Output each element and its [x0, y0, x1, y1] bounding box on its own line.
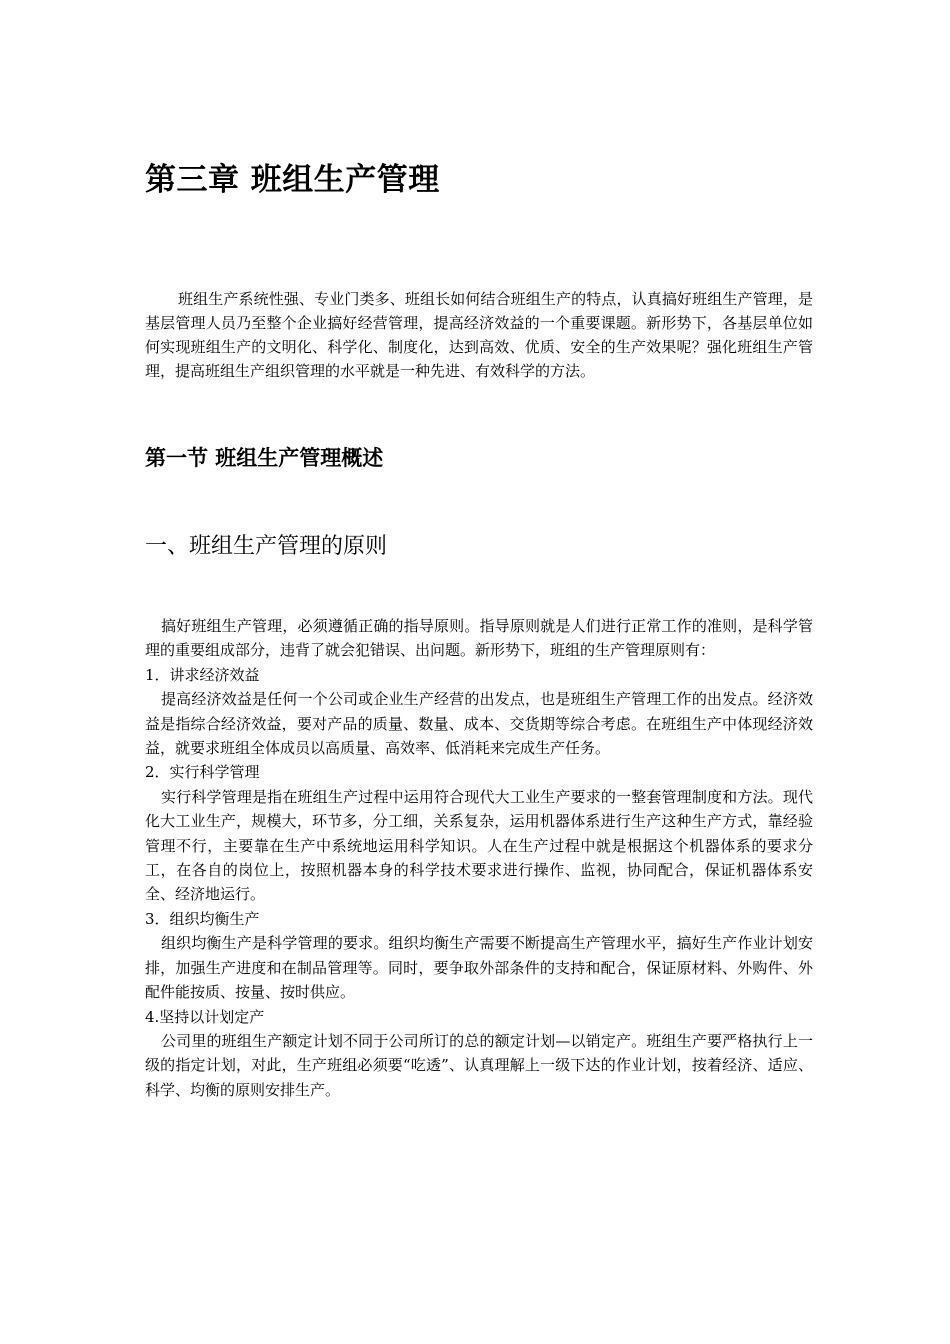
- principle-heading-1: 1．讲求经济效益: [145, 665, 260, 684]
- section-title: 第一节 班组生产管理概述: [145, 446, 384, 470]
- subsection-title: 一、班组生产管理的原则: [145, 534, 388, 559]
- principle-paragraph-4: 公司里的班组生产额定计划不同于公司所订的总的额定计划—以销定产。班组生产要严格执行上一级的指定计划，对此，生产班组必须要“吃透”、认真理解上一级下达的作业计划，按着经济、适应、科学、均衡的原则安排生产。: [145, 1031, 813, 1099]
- principle-heading-3: 3．组织均衡生产: [145, 909, 260, 928]
- intro-paragraph: 班组生产系统性强、专业门类多、班组长如何结合班组生产的特点，认真搞好班组生产管理，是基层管理人员乃至整个企业搞好经营管理，提高经济效益的一个重要课题。新形势下，各基层单位如何实现班组生产的文明化、科学化、制度化，达到高效、优质、安全的生产效果呢？强化班组生产管理，提高班组生产组织管理的水平就是一种先进、有效科学的方法。: [145, 290, 813, 380]
- principle-heading-4: 4.坚持以计划定产: [145, 1007, 265, 1026]
- principles-lead-paragraph: 搞好班组生产管理，必须遵循正确的指导原则。指导原则就是人们进行正常工作的准则，是科学管理的重要组成部分，违背了就会犯错误、出问题。新形势下，班组的生产管理原则有：: [145, 617, 813, 660]
- principle-paragraph-2: 实行科学管理是指在班组生产过程中运用符合现代大工业生产要求的一整套管理制度和方法。现代化大工业生产，规模大，环节多，分工细，关系复杂，运用机器体系进行生产这种生产方式，靠经验管理不行，主要靠在生产中系统地运用科学知识。人在生产过程中就是根据这个机器体系的要求分工，在各自的岗位上，按照机器本身的科学技术要求进行操作、监视，协同配合，保证机器体系安全、经济地运行。: [145, 787, 813, 904]
- principles-body: [145, 614, 813, 1102]
- chapter-title: 第三章 班组生产管理: [145, 162, 440, 198]
- principle-heading-2: 2．实行科学管理: [145, 763, 260, 782]
- principle-paragraph-1: 提高经济效益是任何一个公司或企业生产经营的出发点，也是班组生产管理工作的出发点。经济效益是指综合经济效益，要对产品的质量、数量、成本、交货期等综合考虑。在班组生产中体现经济效益，就要求班组全体成员以高质量、高效率、低消耗来完成生产任务。: [145, 690, 813, 758]
- principle-paragraph-3: 组织均衡生产是科学管理的要求。组织均衡生产需要不断提高生产管理水平，搞好生产作业计划安排，加强生产进度和在制品管理等。同时，要争取外部条件的支持和配合，保证原材料、外购件、外配件能按质、按量、按时供应。: [145, 934, 813, 1002]
